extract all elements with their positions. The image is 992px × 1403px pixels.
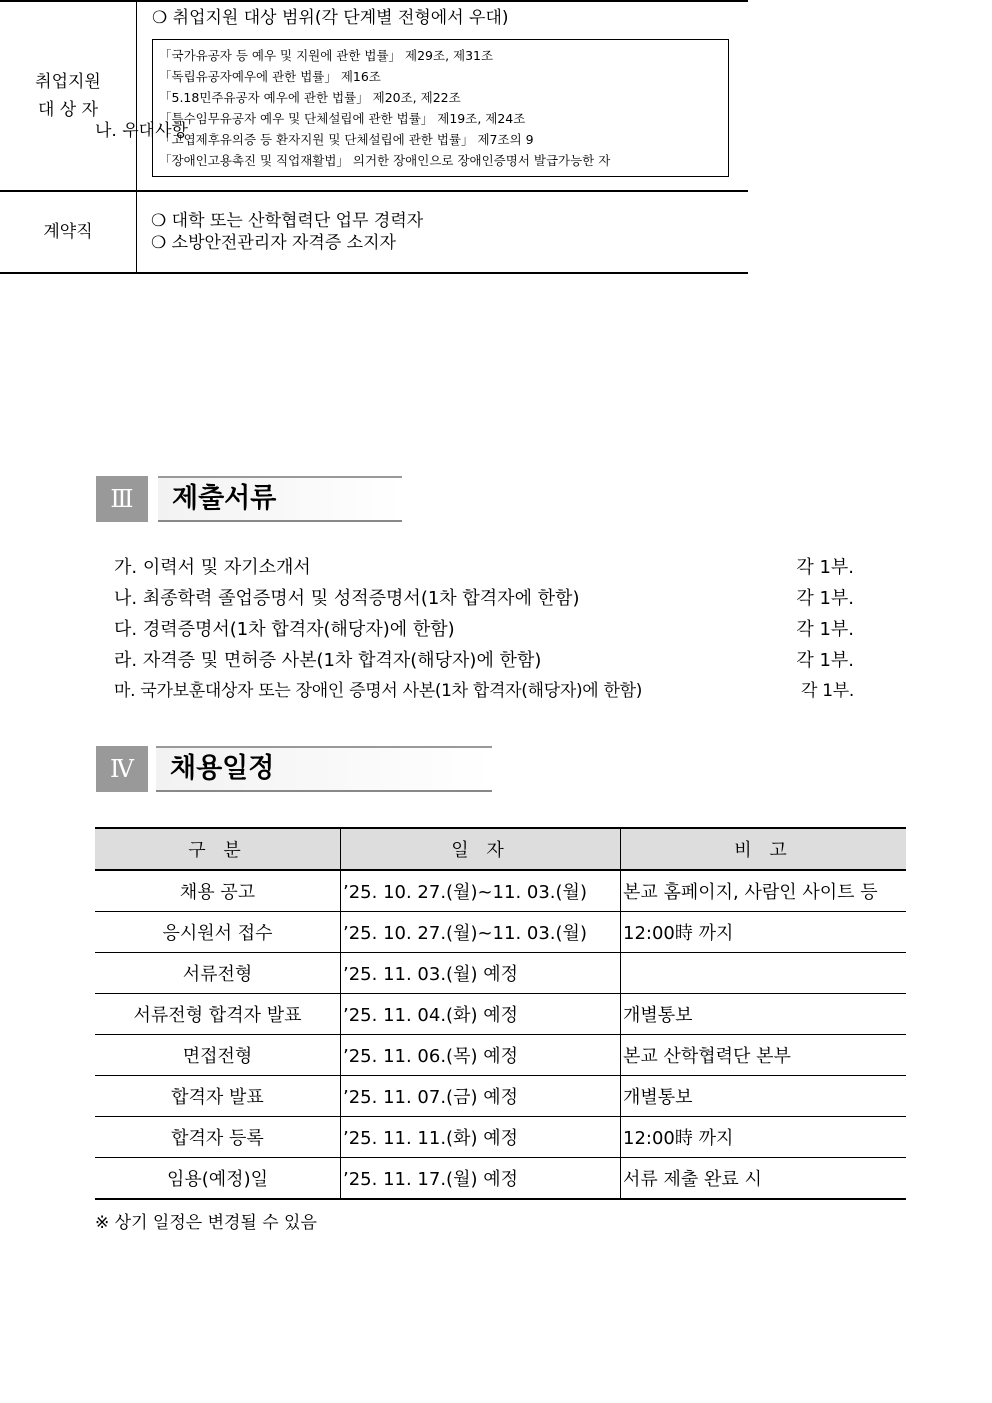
date-cell: ’25. 10. 27.(월)~11. 03.(월) <box>341 870 621 912</box>
date-cell: ’25. 10. 27.(월)~11. 03.(월) <box>341 912 621 953</box>
bullet-item: ❍ 소방안전관리자 자격증 소지자 <box>151 233 396 253</box>
date-cell: ’25. 11. 17.(월) 예정 <box>341 1158 621 1200</box>
section-title: 채용일정 <box>156 746 492 792</box>
date-cell: ’25. 11. 06.(목) 예정 <box>341 1035 621 1076</box>
table-row <box>0 191 748 273</box>
remark-cell <box>621 953 907 994</box>
label-text: 취업지원 대 상 자 <box>35 72 101 120</box>
table-header-row <box>95 828 906 870</box>
table-row <box>95 1117 906 1158</box>
stage-cell: 채용 공고 <box>95 870 341 912</box>
stage-cell: 합격자 발표 <box>95 1076 341 1117</box>
remark-cell: 본교 산학협력단 본부 <box>621 1035 907 1076</box>
document-item <box>114 552 854 583</box>
preference-subtitle: 나. 우대사항 <box>95 121 188 141</box>
date-cell: ’25. 11. 04.(화) 예정 <box>341 994 621 1035</box>
column-header: 일 자 <box>341 828 621 870</box>
date-cell: ’25. 11. 11.(화) 예정 <box>341 1117 621 1158</box>
stage-cell: 면접전형 <box>95 1035 341 1076</box>
stage-cell: 임용(예정)일 <box>95 1158 341 1200</box>
law-item: 「장애인고용촉진 및 직업재활법」 의거한 장애인으로 장애인증명서 발급가능한 자 <box>159 153 611 168</box>
table-row <box>95 1076 906 1117</box>
remark-cell: 서류 제출 완료 시 <box>621 1158 907 1200</box>
document-count: 각 1부. <box>796 650 854 671</box>
document-text: 다. 경력증명서(1차 합격자(해당자)에 한함) <box>114 619 455 640</box>
document-item <box>114 676 854 707</box>
table-row <box>95 953 906 994</box>
bullet-text: 취업지원 대상 범위(각 단계별 전형에서 우대) <box>172 8 509 28</box>
bullet-text: 대학 또는 산학협력단 업무 경력자 <box>171 211 424 231</box>
law-item: 「독립유공자예우에 관한 법률」 제16조 <box>159 69 381 84</box>
section-title: 제출서류 <box>158 476 402 522</box>
stage-cell: 합격자 등록 <box>95 1117 341 1158</box>
law-item: 「5.18민주유공자 예우에 관한 법률」 제20조, 제22조 <box>159 90 461 105</box>
row-content <box>137 191 749 273</box>
document-text: 나. 최종학력 졸업증명서 및 성적증명서(1차 합격자에 한함) <box>114 588 580 609</box>
document-count: 각 1부. <box>796 619 854 640</box>
document-count: 각 1부. <box>796 588 854 609</box>
table-row <box>95 870 906 912</box>
row-content <box>137 1 749 191</box>
document-item <box>114 645 854 676</box>
law-item: 「특수임무유공자 예우 및 단체설립에 관한 법률」 제19조, 제24조 <box>159 111 526 126</box>
document-count: 각 1부. <box>796 557 854 578</box>
column-header: 비 고 <box>621 828 907 870</box>
date-cell: ’25. 11. 07.(금) 예정 <box>341 1076 621 1117</box>
table-row <box>0 1 748 191</box>
document-item <box>114 583 854 614</box>
table-row <box>95 1035 906 1076</box>
row-label: 계약직 <box>0 191 137 273</box>
section-number: Ⅳ <box>96 746 148 792</box>
document-text: 가. 이력서 및 자기소개서 <box>114 557 311 578</box>
stage-cell: 서류전형 <box>95 953 341 994</box>
schedule-note: ※ 상기 일정은 변경될 수 있음 <box>95 1213 317 1233</box>
section-number: Ⅲ <box>96 476 148 522</box>
schedule-table <box>95 827 906 1200</box>
document-text: 마. 국가보훈대상자 또는 장애인 증명서 사본(1차 합격자(해당자)에 한함) <box>114 681 643 701</box>
document-text: 라. 자격증 및 면허증 사본(1차 합격자(해당자)에 한함) <box>114 650 542 671</box>
table-row <box>95 994 906 1035</box>
remark-cell: 개별통보 <box>621 1076 907 1117</box>
law-item: 「국가유공자 등 예우 및 지원에 관한 법률」 제29조, 제31조 <box>159 48 494 63</box>
remark-cell: 개별통보 <box>621 994 907 1035</box>
remark-cell: 본교 홈페이지, 사람인 사이트 등 <box>621 870 907 912</box>
remark-cell: 12:00時 까지 <box>621 1117 907 1158</box>
stage-cell: 응시원서 접수 <box>95 912 341 953</box>
date-cell: ’25. 11. 03.(월) 예정 <box>341 953 621 994</box>
stage-cell: 서류전형 합격자 발표 <box>95 994 341 1035</box>
document-count: 각 1부. <box>801 681 854 701</box>
table-row <box>95 912 906 953</box>
bullet-text: 소방안전관리자 자격증 소지자 <box>171 233 396 253</box>
bullet-item: ❍ 대학 또는 산학협력단 업무 경력자 <box>151 211 424 231</box>
bullet-item: ❍ 취업지원 대상 범위(각 단계별 전형에서 우대) <box>152 8 509 28</box>
remark-cell: 12:00時 까지 <box>621 912 907 953</box>
law-list-box <box>152 39 729 177</box>
row-label <box>0 1 137 191</box>
column-header: 구 분 <box>95 828 341 870</box>
law-item: 「고엽제후유의증 등 환자지원 및 단체설립에 관한 법률」 제7조의 9 <box>159 132 534 147</box>
table-row <box>95 1158 906 1200</box>
document-item <box>114 614 854 645</box>
